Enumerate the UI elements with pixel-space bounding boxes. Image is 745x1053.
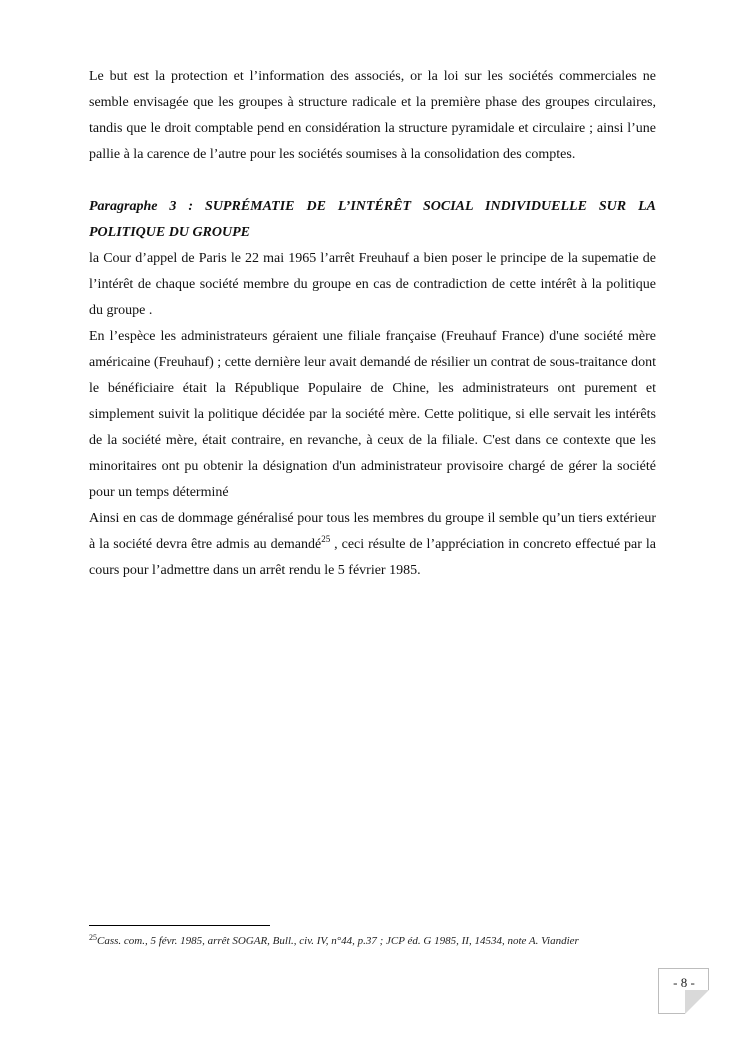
footnote-separator	[89, 925, 270, 926]
folded-corner	[685, 990, 709, 1014]
paragraph-dommage	[89, 506, 656, 584]
page-number: - 8 -	[673, 975, 695, 990]
intro-paragraph: Le but est la protection et l’information des associés, or la loi sur les sociétés commerciales ne semble envisagée que les groupes à structure radicale et la première phase des groupes circulaires, tandis que le droit comptable pend en considération la structure pyramidale et circulaire ; ainsi l’une pallie à la carence de l’autre pour les sociétés soumises à la consolidation des comptes.	[89, 69, 656, 162]
footnote-reference[interactable]: 25	[321, 534, 331, 544]
paragraph-dommage-text-end: , ceci résulte de l’appréciation in concreto effectué par la cours pour l’admettre dans un arrêt rendu le 5 février 1985.	[89, 537, 656, 578]
page-number-box	[658, 968, 709, 1014]
footnote-number: 25	[89, 933, 97, 942]
paragraph-freuhauf: la Cour d’appel de Paris le 22 mai 1965 l’arrêt Freuhauf a bien poser le principe de la supematie de l’intérêt de chaque société membre du groupe en cas de contradiction de cette intérêt à la politique du groupe .	[89, 251, 656, 318]
footnote-text: Cass. com., 5 févr. 1985, arrêt SOGAR, Bull., civ. IV, n°44, p.37 ; JCP éd. G 1985, II, 14534, note A. Viandier	[97, 935, 579, 947]
section-heading: Paragraphe 3 : SUPRÉMATIE DE L’INTÉRÊT SOCIAL INDIVIDUELLE SUR LA POLITIQUE DU GROUPE	[89, 199, 656, 240]
paragraph-dommage-text: Ainsi en cas de dommage généralisé pour tous les membres du groupe il semble qu’un tiers extérieur à la société devra être admis au demandé	[89, 511, 656, 552]
footnote	[89, 933, 649, 949]
body-text	[89, 64, 656, 584]
paragraph-gap	[89, 168, 656, 194]
paragraph-espece: En l’espèce les administrateurs géraient une filiale française (Freuhauf France) d'une société mère américaine (Freuhauf) ; cette dernière leur avait demandé de résilier un contrat de sous-traitance dont le bénéficiaire était la République Populaire de Chine, les administrateurs ont purement et simplement suivit la politique décidée par la société mère. Cette politique, si elle servait les intérêts de la société mère, était contraire, en revanche, à ceux de la filiale. C'est dans ce contexte que les minoritaires ont pu obtenir la désignation d'un administrateur provisoire chargé de gérer la société pour un temps déterminé	[89, 329, 656, 500]
